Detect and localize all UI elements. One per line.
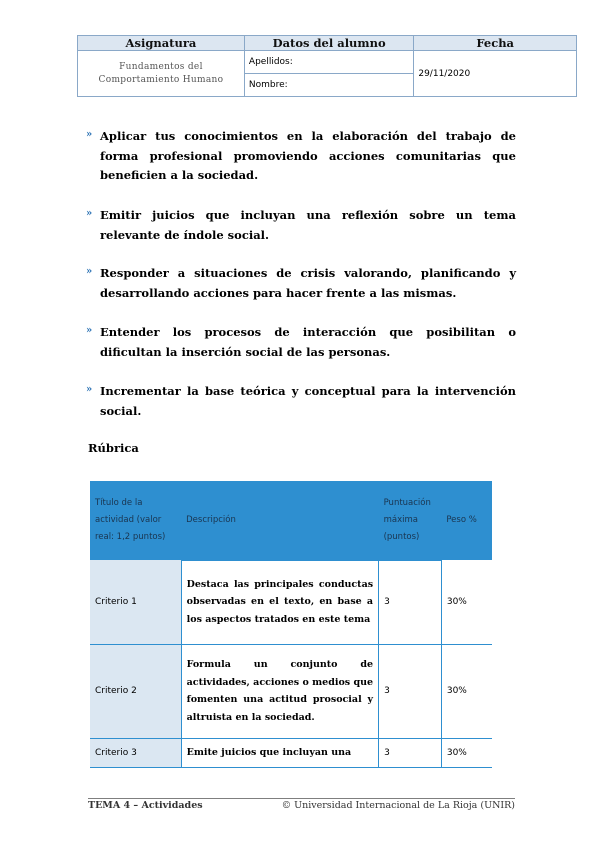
criterion-description: Emite juicios que incluyan una (181, 738, 378, 767)
footer-divider (88, 798, 515, 799)
header-student-col: Datos del alumno (244, 36, 413, 51)
rubric-header-description: Descripción (181, 481, 378, 560)
header-table (77, 35, 577, 97)
criterion-label: Criterio 2 (90, 644, 181, 738)
bullet-icon: » (86, 266, 93, 277)
subject-line-1: Fundamentos del (119, 61, 203, 72)
header-subject-col: Asignatura (78, 36, 245, 51)
bullet-icon: » (86, 208, 93, 219)
bullet-icon: » (86, 325, 93, 336)
subject-line-2: Comportamiento Humano (98, 74, 224, 85)
objective-item: Responder a situaciones de crisis valorando, planificando y desarrollando acciones para hacer frente a las mismas. (100, 266, 516, 300)
objective-item: Emitir juicios que incluyan una reflexión sobre un tema relevante de índole social. (100, 208, 516, 242)
surname-field[interactable]: Apellidos: (244, 51, 413, 74)
table-row (90, 560, 492, 644)
objective-item: Aplicar tus conocimientos en la elaboración del trabajo de forma profesional promoviendo acciones comunitarias que beneficien a la sociedad. (100, 129, 516, 182)
criterion-label: Criterio 1 (90, 560, 181, 644)
table-row (90, 644, 492, 738)
criterion-description: Destaca las principales conductas observadas en el texto, en base a los aspectos tratados en este tema (181, 560, 378, 644)
name-field[interactable]: Nombre: (244, 74, 413, 97)
criterion-weight: 30% (441, 644, 492, 738)
table-row (90, 738, 492, 767)
criterion-description: Formula un conjunto de actividades, acciones o medios que fomenten una actitud prosocial y altruista en la sociedad. (181, 644, 378, 738)
criterion-score: 3 (379, 644, 442, 738)
rubric-heading: Rúbrica (88, 441, 139, 455)
objective-item: Entender los procesos de interacción que posibilitan o dificultan la inserción social de las personas. (100, 325, 516, 359)
footer-copyright: © Universidad Internacional de La Rioja (UNIR) (281, 800, 515, 811)
date-value: 29/11/2020 (414, 51, 577, 97)
objective-item: Incrementar la base teórica y conceptual para la intervención social. (100, 384, 516, 418)
criterion-label: Criterio 3 (90, 738, 181, 767)
criterion-score: 3 (379, 738, 442, 767)
rubric-header-weight: Peso % (441, 481, 492, 560)
bullet-icon: » (86, 129, 93, 140)
footer-topic: TEMA 4 – Actividades (88, 800, 203, 811)
criterion-score: 3 (379, 560, 442, 644)
criterion-weight: 30% (441, 560, 492, 644)
criterion-weight: 30% (441, 738, 492, 767)
rubric-table (90, 481, 492, 768)
rubric-header-title: Título de la actividad (valor real: 1,2 puntos) (90, 481, 181, 560)
subject-name (78, 51, 245, 97)
header-date-col: Fecha (414, 36, 577, 51)
bullet-icon: » (86, 384, 93, 395)
rubric-header-max-score: Puntuación máxima (puntos) (379, 481, 442, 560)
